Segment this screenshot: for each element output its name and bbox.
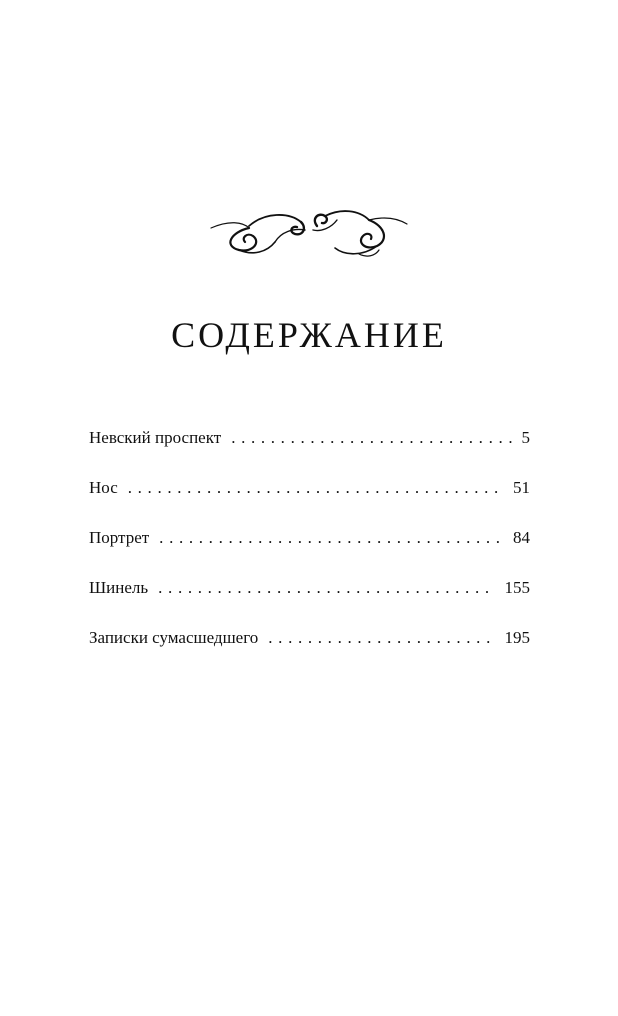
toc-dot-leader	[159, 524, 503, 552]
toc-entry-title: Нос	[89, 478, 118, 497]
toc-page-number: 195	[504, 628, 530, 647]
toc-dot-leader	[268, 624, 494, 652]
toc-entry-title: Невский проспект	[89, 428, 222, 447]
toc-dot-leader	[231, 424, 511, 452]
toc-page-number: 84	[513, 528, 530, 547]
toc-entry-title: Портрет	[89, 528, 150, 547]
toc-page-number: 5	[521, 428, 530, 447]
toc-entry-title: Шинель	[89, 578, 149, 597]
table-of-contents	[89, 424, 530, 674]
page-title: СОДЕРЖАНИЕ	[171, 315, 447, 355]
toc-dot-leader	[158, 574, 494, 602]
ornament-flourish-icon	[209, 206, 409, 260]
toc-entry-2[interactable]	[89, 474, 530, 524]
toc-dot-leader	[128, 474, 503, 502]
toc-entry-title: Записки сумасшедшего	[89, 628, 259, 647]
toc-entry-3[interactable]	[89, 524, 530, 574]
toc-entry-1[interactable]	[89, 424, 530, 474]
toc-entry-5[interactable]	[89, 624, 530, 674]
toc-page-number: 155	[504, 578, 530, 597]
toc-page-number: 51	[513, 478, 530, 497]
toc-entry-4[interactable]	[89, 574, 530, 624]
